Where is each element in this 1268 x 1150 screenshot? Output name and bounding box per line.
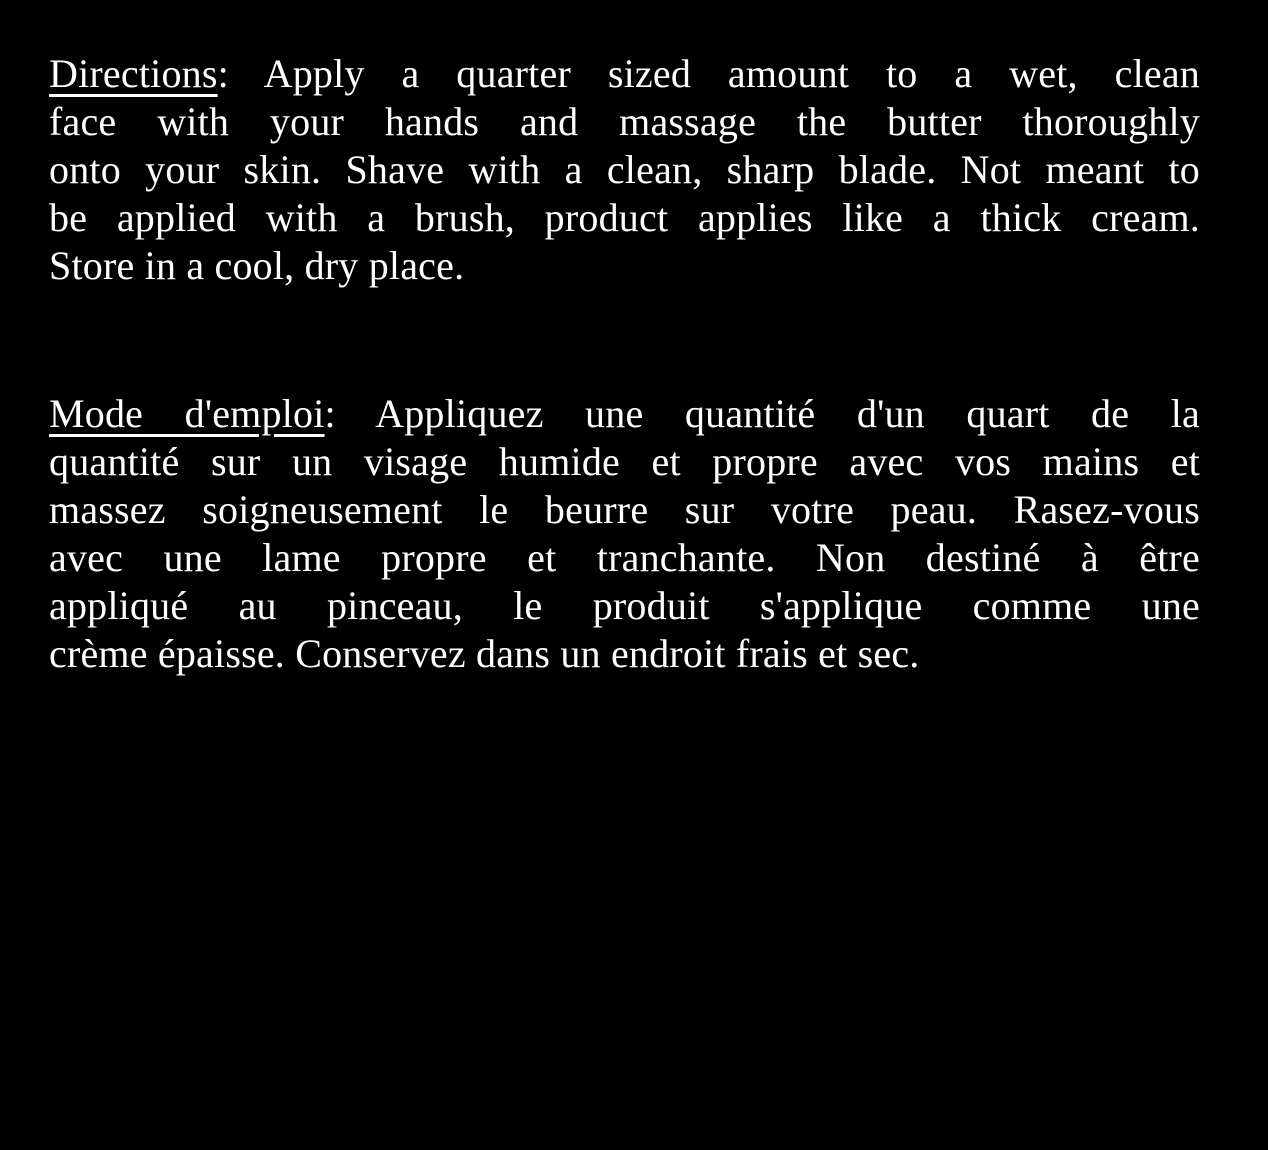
text-line: massez soigneusement le beurre sur votre peau. Rasez-vous [49, 487, 1200, 532]
text-line: quantité sur un visage humide et propre avec vos mains et [49, 439, 1200, 484]
text-line: avec une lame propre et tranchante. Non destiné à être [49, 535, 1200, 580]
directions-heading: Directions [49, 51, 218, 96]
text-line: Store in a cool, dry place. [49, 243, 465, 288]
text-line: face with your hands and massage the butter thoroughly [49, 99, 1200, 144]
directions-paragraph-en [49, 50, 1200, 290]
text-line: crème épaisse. Conservez dans un endroit frais et sec. [49, 631, 920, 676]
text-line-rest: : Apply a quarter sized amount to a wet, clean [217, 51, 1200, 96]
text-line: onto your skin. Shave with a clean, sharp blade. Not meant to [49, 147, 1200, 192]
text-line [49, 390, 1200, 438]
text-line [49, 50, 1200, 98]
directions-paragraph-fr [49, 390, 1200, 678]
mode-demploi-heading: Mode d'emploi [49, 391, 325, 436]
text-line-rest: : Appliquez une quantité d'un quart de la [324, 391, 1200, 436]
text-line: be applied with a brush, product applies like a thick cream. [49, 195, 1200, 240]
text-line: appliqué au pinceau, le produit s'applique comme une [49, 583, 1200, 628]
